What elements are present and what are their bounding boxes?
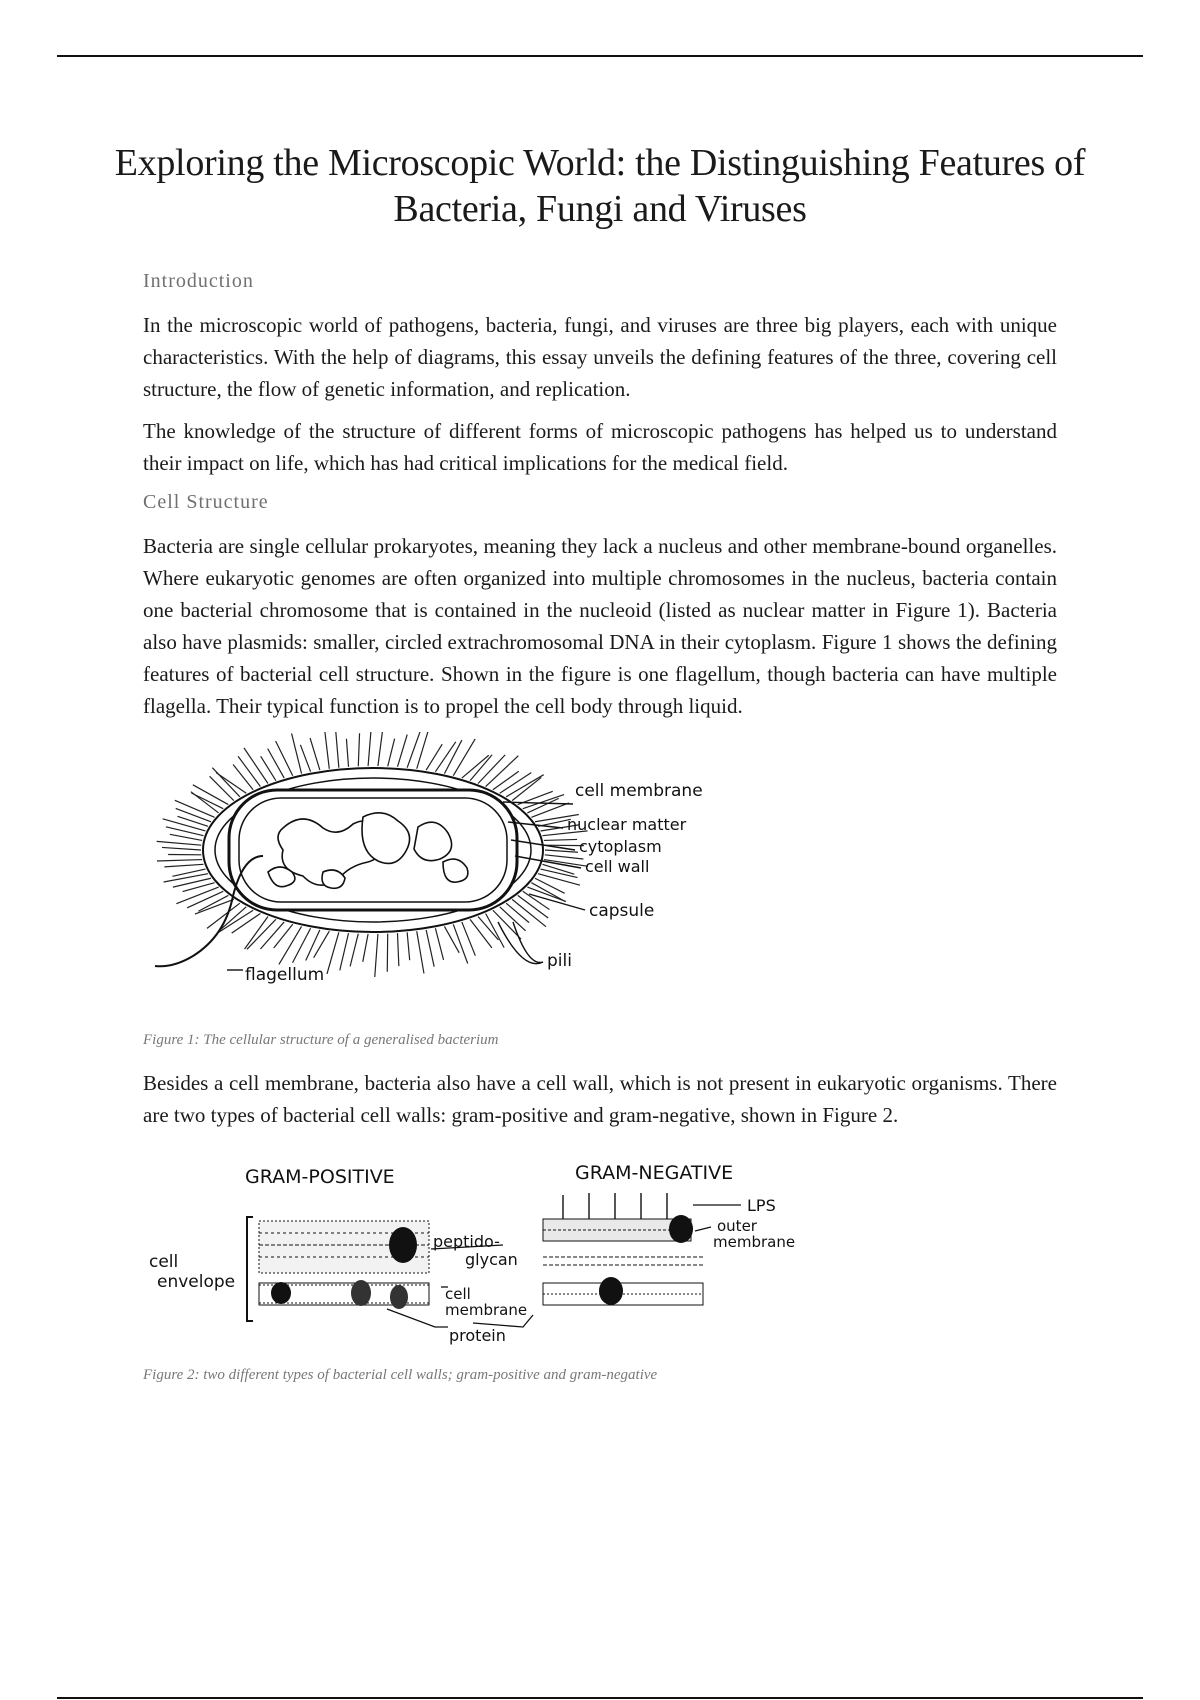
page-title: Exploring the Microscopic World: the Distinguishing Features of Bacteria, Fungi and Viruses xyxy=(114,142,1086,230)
label-peptidoglycan-2: glycan xyxy=(465,1250,518,1269)
capsule-hair xyxy=(247,919,276,949)
capsule-hair xyxy=(478,755,505,784)
capsule-hair xyxy=(176,887,218,904)
label-cytoplasm: cytoplasm xyxy=(579,837,662,856)
top-rule xyxy=(57,55,1143,57)
label-gram-positive: GRAM-POSITIVE xyxy=(245,1166,395,1188)
capsule-hair xyxy=(274,924,293,948)
section-heading-introduction: Introduction xyxy=(143,270,254,292)
label-flagellum: flagellum xyxy=(245,965,325,985)
capsule-hair xyxy=(314,931,330,957)
capsule-hair xyxy=(544,839,577,840)
capsule-hair xyxy=(157,860,202,861)
section-heading-cell-structure: Cell Structure xyxy=(143,491,269,513)
capsule-hair xyxy=(368,732,371,766)
cell-structure-paragraph-1: Bacteria are single cellular prokaryotes, meaning they lack a nucleus and other membrane-bound organelles. Where eukaryotic genomes are often organized into multiple chromosomes in the nucleus, bacteria contain one bacterial chromosome that is contained in the nucleoid (listed as nuclear matter in Figure 1). Bacteria also have plasmids: smaller, circled extrachromosomal DNA in their cytoplasm. Figure 1 shows the defining features of bacterial cell structure. Shown in the figure is one flagellum, though bacteria can have multiple flagella. Their typical function is to propel the cell body through liquid. xyxy=(143,534,1057,718)
label-cell-wall: cell wall xyxy=(585,857,650,876)
capsule-hair xyxy=(444,926,459,952)
capsule-hair xyxy=(300,745,310,772)
label-outer: outer xyxy=(717,1217,757,1235)
label-capsule: capsule xyxy=(589,901,655,921)
label-envelope: envelope xyxy=(157,1272,236,1292)
capsule-hair xyxy=(193,785,228,805)
document-body xyxy=(114,140,1086,1384)
capsule-hair xyxy=(363,934,368,962)
capsule-hair xyxy=(244,748,268,784)
capsule-hair xyxy=(310,738,320,770)
intro-paragraph-1: In the microscopic world of pathogens, bacteria, fungi, and viruses are three big players, each with unique characteristics. With the help of diagrams, this essay unveils the defining features of the three, covering cell structure, the flow of genetic information, and replication. xyxy=(143,313,1057,401)
capsule-hair xyxy=(346,739,348,767)
capsule-hair xyxy=(219,907,246,931)
capsule-hair xyxy=(238,756,260,786)
capsule-hair xyxy=(260,922,284,949)
capsule-hair xyxy=(191,793,223,809)
capsule-hair xyxy=(279,926,302,964)
capsule-hair xyxy=(325,732,329,769)
capsule-hair xyxy=(170,834,202,840)
label-cell-membrane: cell membrane xyxy=(575,781,703,801)
capsule-hair xyxy=(164,864,203,867)
capsule-hair xyxy=(493,771,519,790)
figure-1-bacterium-diagram xyxy=(143,732,743,1022)
capsule-hair xyxy=(175,800,215,817)
capsule-hair xyxy=(388,739,395,767)
intro-paragraph-2: The knowledge of the structure of different forms of microscopic pathogens has helped us to understand their impact on life, which has had critical implications for the medical field. xyxy=(143,419,1057,475)
capsule-hair xyxy=(327,932,339,974)
capsule-hair xyxy=(426,930,434,967)
capsule-hair xyxy=(378,732,384,766)
figure-2-caption: Figure 2: two different types of bacterial cell walls; gram-positive and gram-negative xyxy=(143,1367,658,1383)
capsule-hair xyxy=(407,932,410,960)
capsule-hair xyxy=(210,776,234,800)
cell-structure-paragraph-2: Besides a cell membrane, bacteria also have a cell wall, which is not present in eukaryotic organisms. There are two types of bacterial cell walls: gram-positive and gram-negative, shown in Figure 2. xyxy=(143,1071,1057,1127)
label-lps: LPS xyxy=(747,1196,776,1215)
capsule-hair xyxy=(462,922,476,956)
label-outer-membrane: membrane xyxy=(713,1233,796,1251)
figure-1-caption: Figure 1: The cellular structure of a generalised bacterium xyxy=(143,1032,499,1048)
label-nuclear-matter: nuclear matter xyxy=(567,815,687,834)
label-peptidoglycan-1: peptido- xyxy=(433,1232,500,1251)
capsule-hair xyxy=(478,917,498,941)
capsule-hair xyxy=(417,931,424,973)
capsule-hair xyxy=(340,933,349,970)
capsule-hair xyxy=(531,803,569,817)
label-cell-membrane-1: cell xyxy=(445,1285,471,1303)
capsule-hair xyxy=(506,903,529,922)
capsule-hair xyxy=(375,934,378,977)
label-cell: cell xyxy=(149,1252,179,1272)
capsule-hair xyxy=(500,907,526,931)
label-gram-negative: GRAM-NEGATIVE xyxy=(575,1162,734,1184)
capsule-hair xyxy=(470,919,492,948)
label-pili: pili xyxy=(547,951,572,971)
label-cell-membrane-2: membrane xyxy=(445,1301,528,1319)
capsule-hair xyxy=(176,808,211,821)
capsule-hair xyxy=(358,733,359,766)
capsule-hair xyxy=(162,847,201,850)
label-protein: protein xyxy=(449,1326,506,1345)
capsule-hair xyxy=(500,773,532,794)
capsule-hair xyxy=(335,732,339,768)
capsule-hair xyxy=(350,934,358,967)
capsule-hair xyxy=(157,841,202,845)
capsule-hair xyxy=(293,928,311,963)
capsule-hair xyxy=(276,741,293,776)
capsule-hair xyxy=(397,933,398,966)
bottom-rule xyxy=(57,1697,1143,1699)
capsule-hair xyxy=(163,819,206,831)
capsule-hair xyxy=(397,735,407,767)
capsule-hair xyxy=(435,928,443,960)
capsule-hair xyxy=(292,733,302,773)
capsule-hair xyxy=(545,855,584,859)
figure-2-cell-walls-diagram xyxy=(143,1145,863,1355)
